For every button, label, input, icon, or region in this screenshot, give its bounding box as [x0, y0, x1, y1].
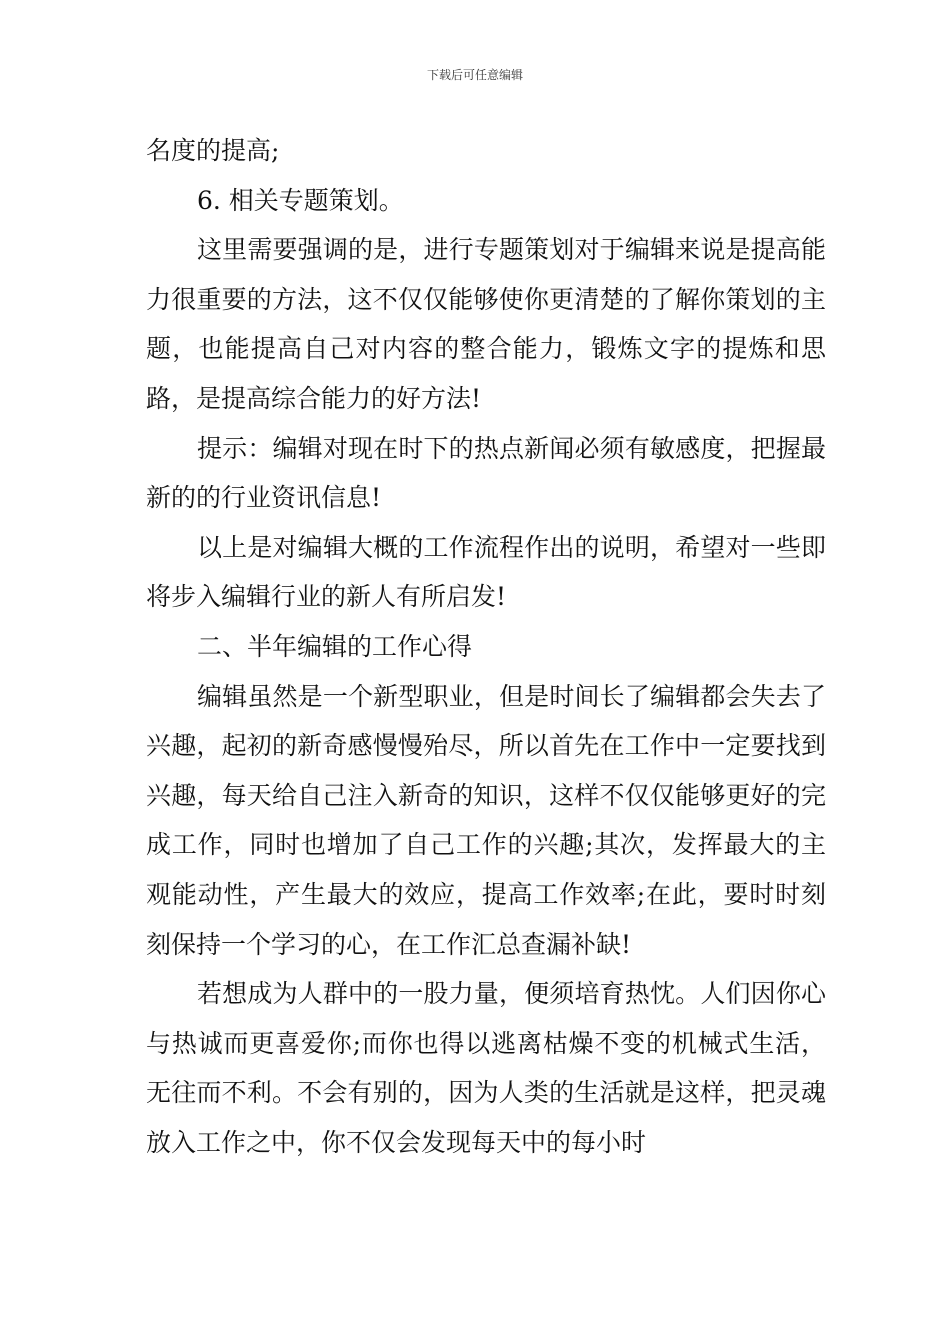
- paragraph: 这里需要强调的是，进行专题策划对于编辑来说是提高能力很重要的方法，这不仅仅能够使你更清楚的了解你策划的主题，也能提高自己对内容的整合能力，锻炼文字的提炼和思路，是提高综合能力的好方法!: [146, 235, 826, 413]
- document-body: [146, 126, 826, 1167]
- paragraph: 以上是对编辑大概的工作流程作出的说明，希望对一些即将步入编辑行业的新人有所启发!: [146, 532, 826, 612]
- paragraph-tip: 提示：编辑对现在时下的热点新闻必须有敏感度，把握最新的的行业资讯信息!: [146, 433, 826, 513]
- paragraph-list-item-6: 6. 相关专题策划。: [197, 185, 404, 215]
- page-header: 下载后可任意编辑: [426, 68, 523, 82]
- paragraph: 若想成为人群中的一股力量，便须培育热忱。人们因你心与热诚而更喜爱你;而你也得以逃离枯燥不变的机械式生活，无往而不利。不会有别的，因为人类的生活就是这样，把灵魂放入工作之中，你不仅会发现每天中的每小时: [146, 979, 826, 1157]
- section-heading: 二、半年编辑的工作心得: [197, 631, 473, 661]
- paragraph: 编辑虽然是一个新型职业，但是时间长了编辑都会失去了兴趣，起初的新奇感慢慢殆尽，所以首先在工作中一定要找到兴趣，每天给自己注入新奇的知识，这样不仅仅能够更好的完成工作，同时也增加了自己工作的兴趣;其次，发挥最大的主观能动性，产生最大的效应，提高工作效率;在此，要时时刻刻保持一个学习的心，在工作汇总查漏补缺!: [146, 681, 826, 959]
- paragraph: 名度的提高;: [146, 136, 280, 165]
